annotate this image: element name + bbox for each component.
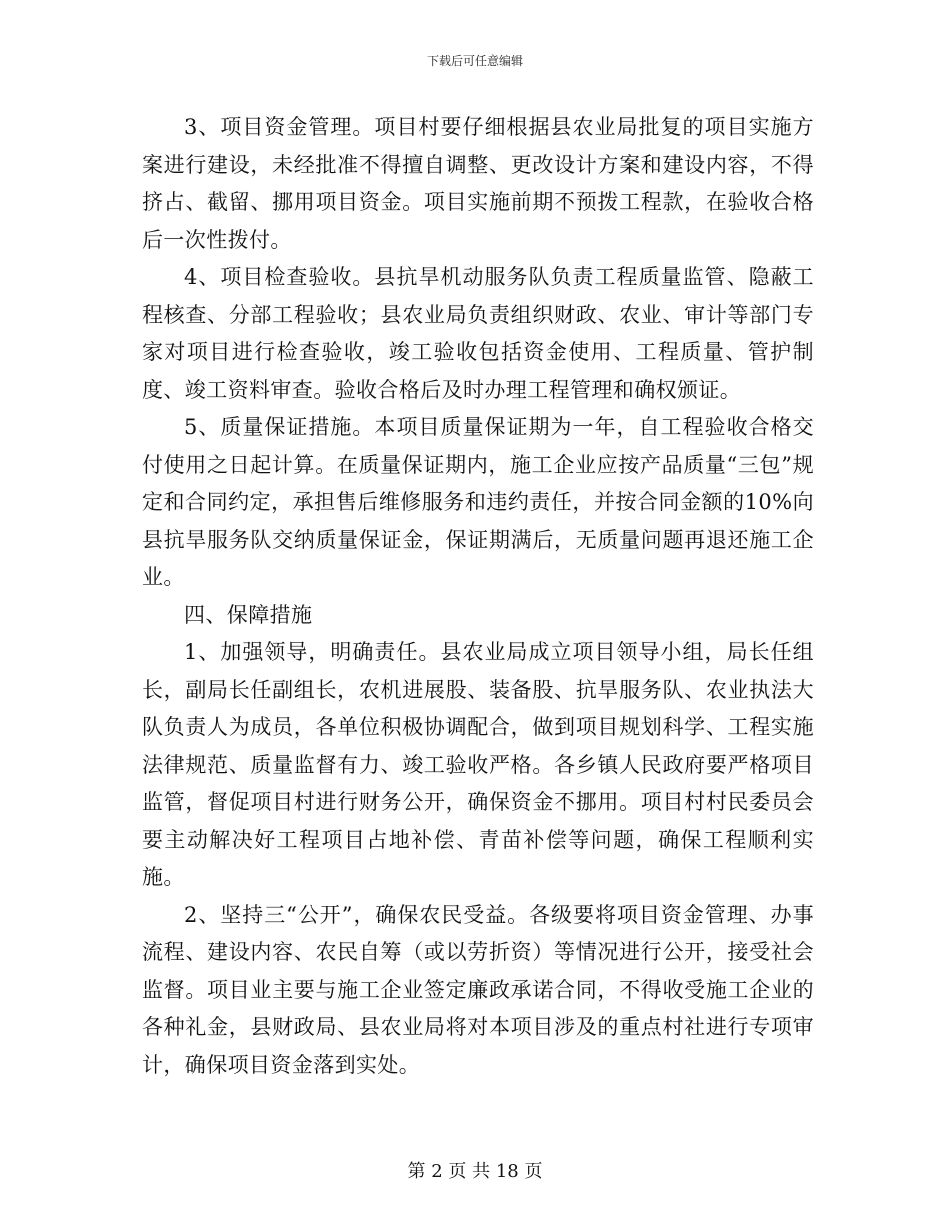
- page-number: 第 2 页 共 18 页: [407, 1161, 543, 1182]
- document-body: [142, 109, 814, 1084]
- paragraph-transparency: 2、坚持三“公开”，确保农民受益。各级要将项目资金管理、办事流程、建设内容、农民自筹（或以劳折资）等情况进行公开，接受社会监督。项目业主要与施工企业签定廉政承诺合同，不得收受施工企业的各种礼金，县财政局、县农业局将对本项目涉及的重点村社进行专项审计，确保项目资金落到实处。: [142, 902, 814, 1077]
- paragraph-leadership: 1、加强领导，明确责任。县农业局成立项目领导小组，局长任组长，副局长任副组长，农机进展股、装备股、抗旱服务队、农业执法大队负责人为成员，各单位积极协调配合，做到项目规划科学、工程实施法律规范、质量监督有力、竣工验收严格。各乡镇人民政府要严格项目监管，督促项目村进行财务公开，确保资金不挪用。项目村村民委员会要主动解决好工程项目占地补偿、青苗补偿等问题，确保工程顺利实施。: [142, 640, 814, 889]
- paragraph-inspection-acceptance: 4、项目检查验收。县抗旱机动服务队负责工程质量监管、隐蔽工程核查、分部工程验收；县农业局负责组织财政、农业、审计等部门专家对项目进行检查验收，竣工验收包括资金使用、工程质量、管护制度、竣工资料审查。验收合格后及时办理工程管理和确权颁证。: [142, 265, 814, 402]
- paragraph-quality-assurance: 5、质量保证措施。本项目质量保证期为一年，自工程验收合格交付使用之日起计算。在质量保证期内，施工企业应按产品质量“三包”规定和合同约定，承担售后维修服务和违约责任，并按合同金额的10%向县抗旱服务队交纳质量保证金，保证期满后，无质量问题再退还施工企业。: [142, 415, 814, 589]
- paragraph-fund-management: 3、项目资金管理。项目村要仔细根据县农业局批复的项目实施方案进行建设，未经批准不得擅自调整、更改设计方案和建设内容，不得挤占、截留、挪用项目资金。项目实施前期不预拨工程款，在验收合格后一次性拨付。: [142, 115, 814, 252]
- section-heading-safeguards: 四、保障措施: [184, 602, 313, 627]
- page-header-note: 下载后可任意编辑: [426, 54, 523, 68]
